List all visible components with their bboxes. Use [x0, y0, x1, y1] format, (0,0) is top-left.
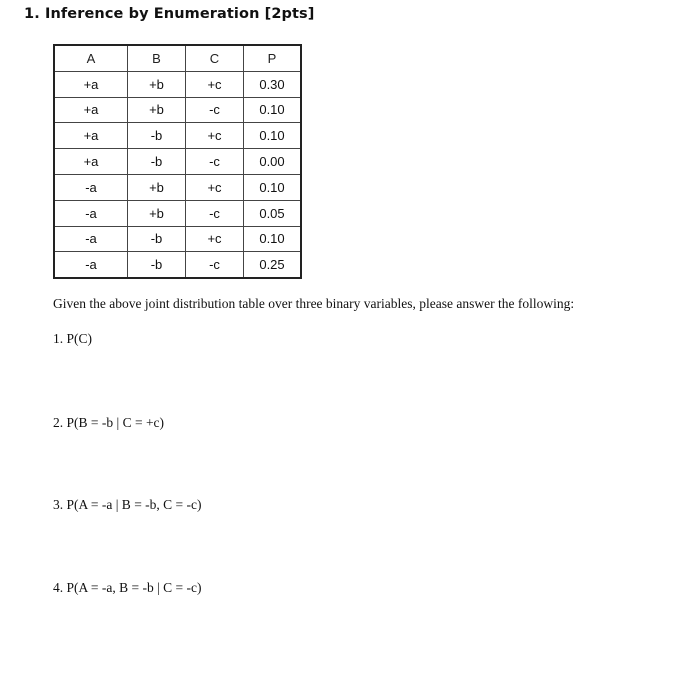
table-row	[54, 200, 301, 226]
instructions-text: Given the above joint distribution table over three binary variables, please answer the following:	[53, 296, 575, 311]
cell-c: +c	[186, 123, 244, 149]
question-1: 1. P(C)	[53, 331, 93, 346]
cell-p: 0.10	[244, 97, 302, 123]
joint-distribution-table	[53, 44, 302, 279]
cell-p: 0.25	[244, 252, 302, 278]
cell-c: +c	[186, 226, 244, 252]
cell-b: -b	[128, 149, 186, 175]
column-header-c: C	[186, 45, 244, 71]
cell-p: 0.05	[244, 200, 302, 226]
table-row	[54, 149, 301, 175]
cell-a: -a	[54, 200, 128, 226]
column-header-a: A	[54, 45, 128, 71]
table-row	[54, 123, 301, 149]
cell-c: -c	[186, 252, 244, 278]
cell-b: +b	[128, 97, 186, 123]
column-header-p: P	[244, 45, 302, 71]
question-4: 4. P(A = -a, B = -b | C = -c)	[53, 580, 202, 595]
cell-c: -c	[186, 200, 244, 226]
cell-a: -a	[54, 226, 128, 252]
cell-b: +b	[128, 200, 186, 226]
table-row	[54, 252, 301, 278]
cell-b: +b	[128, 174, 186, 200]
cell-b: -b	[128, 252, 186, 278]
cell-c: -c	[186, 97, 244, 123]
cell-p: 0.10	[244, 174, 302, 200]
table-row	[54, 226, 301, 252]
cell-b: -b	[128, 123, 186, 149]
column-header-b: B	[128, 45, 186, 71]
cell-a: -a	[54, 174, 128, 200]
table-row	[54, 71, 301, 97]
cell-p: 0.10	[244, 226, 302, 252]
question-2: 2. P(B = -b | C = +c)	[53, 415, 165, 430]
question-3: 3. P(A = -a | B = -b, C = -c)	[53, 497, 202, 512]
cell-p: 0.00	[244, 149, 302, 175]
cell-c: +c	[186, 71, 244, 97]
cell-a: +a	[54, 97, 128, 123]
cell-c: -c	[186, 149, 244, 175]
cell-b: -b	[128, 226, 186, 252]
cell-p: 0.30	[244, 71, 302, 97]
table-header-row	[54, 45, 301, 71]
table-row	[54, 174, 301, 200]
cell-a: +a	[54, 149, 128, 175]
table-row	[54, 97, 301, 123]
cell-a: +a	[54, 71, 128, 97]
cell-a: +a	[54, 123, 128, 149]
cell-c: +c	[186, 174, 244, 200]
cell-b: +b	[128, 71, 186, 97]
cell-a: -a	[54, 252, 128, 278]
problem-title: 1. Inference by Enumeration [2pts]	[24, 6, 315, 22]
cell-p: 0.10	[244, 123, 302, 149]
